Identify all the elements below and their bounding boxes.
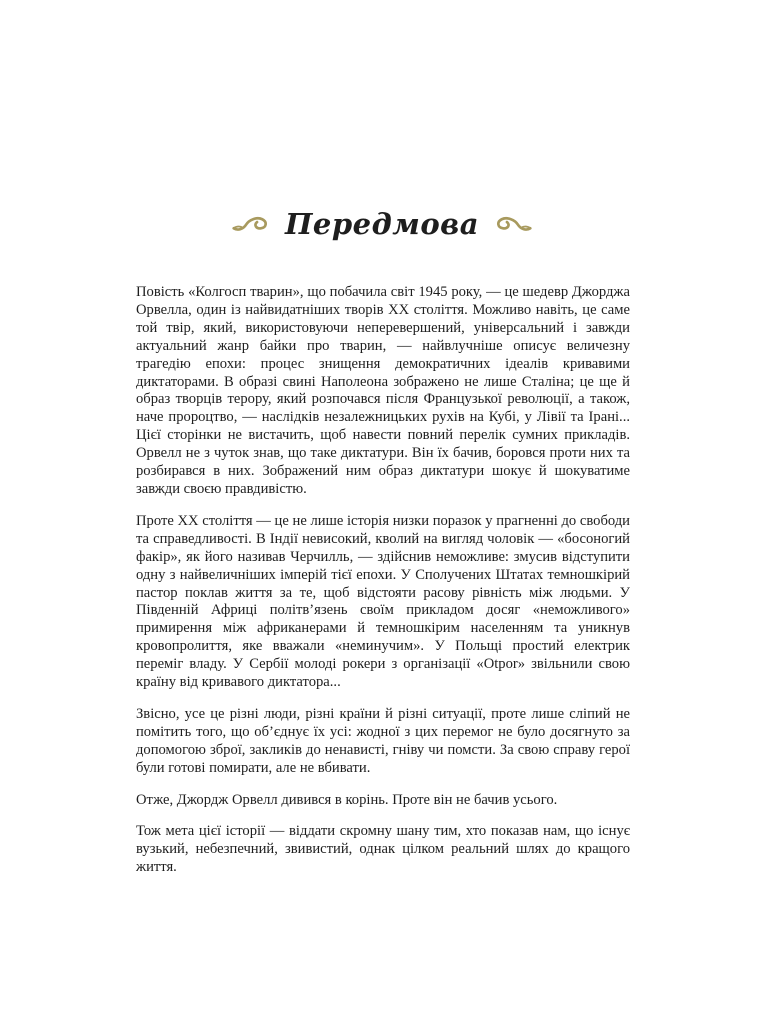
chapter-body [136, 284, 630, 877]
paragraph-1: Повість «Колгосп тварин», що побачила світ 1945 року, — це шедевр Джорджа Орвелла, один із найвидатніших творів XX століття. Можливо навіть, це саме той твір, який, використовуючи неперевершений, універсальний і завжди актуальний жанр байки про тварин, — найвлучніше описує величезну трагедію епохи: процес знищення демократичних ідеалів кривавими диктаторами. В образі свині Наполеона зображено не лише Сталіна; це ще й образ творців терору, який розпочався після Французької революції, а також, наче пророцтво, — наслідків незалежницьких рухів на Кубі, у Лівії та Ірані... Цієї сторінки не вистачить, щоб навести повний перелік сумних прикладів. Орвелл не з чуток знав, що таке диктатури. Він їх бачив, боровся проти них та розбирався в них. Зображений ним образ диктатури шокує й шокуватиме завжди своєю правдивістю. [136, 284, 630, 497]
paragraph-3: Звісно, усе це різні люди, різні країни й різні ситуації, проте лише сліпий не помітить того, що об’єднує їх усі: жодної з цих перемог не було досягнуто за допомогою зброї, закликів до ненависті, гніву чи помсти. За свою справу герої були готові помирати, але не вбивати. [136, 705, 630, 776]
paragraph-5: Тож мета цієї історії — віддати скромну шану тим, хто показав нам, що існує вузький, небезпечний, звивистий, однак цілком реальний шлях до кращого життя. [136, 823, 630, 876]
chapter-title: Передмова [285, 207, 479, 241]
chapter-heading [0, 203, 764, 245]
flourish-right-icon [494, 213, 532, 235]
paragraph-2: Проте XX століття — це не лише історія низки поразок у прагненні до свободи та справедливості. В Індії невисокий, кволий на вигляд чоловік — «босоногий факір», як його називав Черчилль, — здійснив неможливе: змусив відступити одну з найвеличніших імперій тієї епохи. У Сполучених Штатах темношкірий пастор поклав життя за те, щоб відстояти расову рівність між людьми. У Південній Африці політв’язень своїм прикладом досяг «неможливого» примирення між африканерами й темношкірим населенням та уникнув кровопролиття, яке вважали «неминучим». У Польщі простий електрик переміг владу. У Сербії молоді рокери з організації «Otpor» звільнили свою країну від кривавого диктатора... [136, 512, 630, 691]
paragraph-4: Отже, Джордж Орвелл дивився в корінь. Проте він не бачив усього. [136, 791, 558, 808]
flourish-left-icon [232, 213, 270, 235]
